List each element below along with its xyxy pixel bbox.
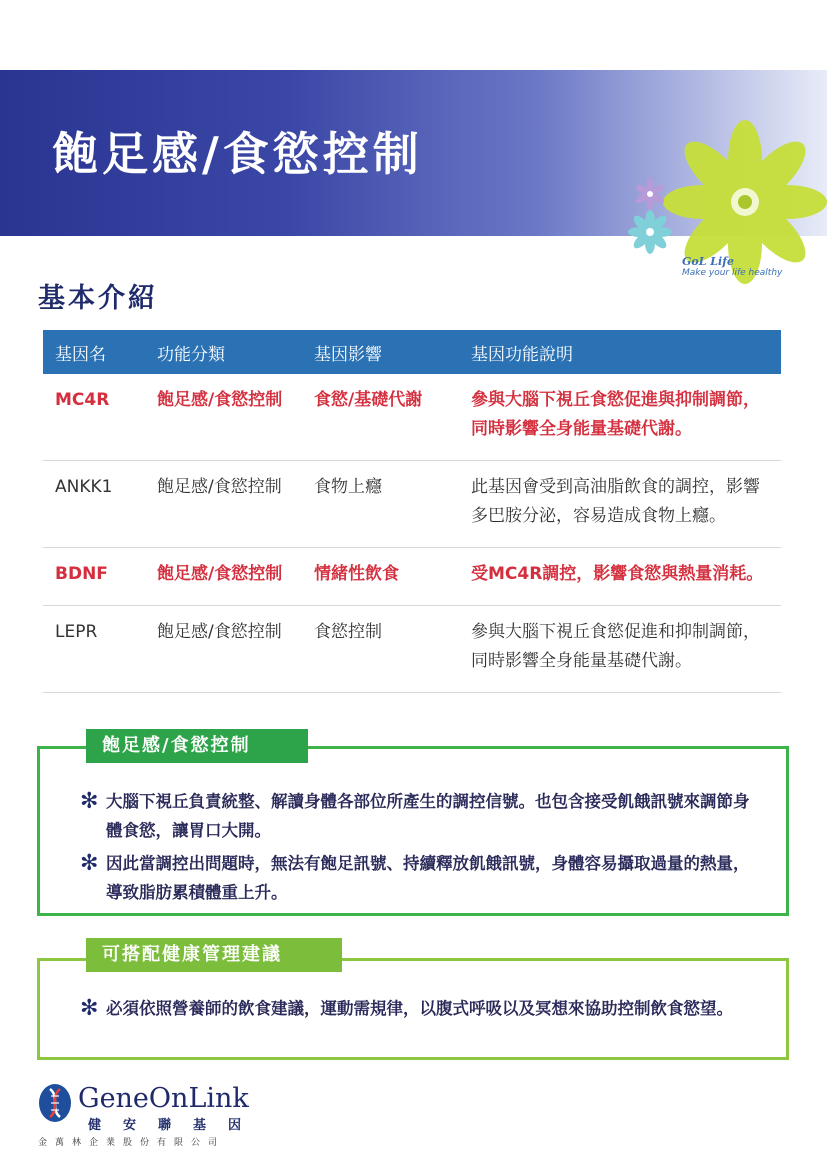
asterisk-icon: ✻ bbox=[80, 789, 99, 814]
bullet-text: 必須依照營養師的飲食建議，運動需規律，以腹式呼吸以及冥想來協助控制飲食慾望。 bbox=[106, 999, 733, 1018]
gene-effect: 食慾/基礎代謝 bbox=[302, 374, 459, 461]
satiety-box-label: 飽足感/食慾控制 bbox=[86, 729, 308, 763]
gene-category: 飽足感/食慾控制 bbox=[145, 548, 302, 606]
small-teal-flower-icon bbox=[628, 210, 672, 254]
column-header: 基因影響 bbox=[302, 330, 459, 374]
column-header: 基因功能說明 bbox=[459, 330, 781, 374]
table-row bbox=[43, 548, 781, 606]
gene-name: MC4R bbox=[43, 374, 145, 461]
table-row bbox=[43, 606, 781, 693]
health-advice-box-label: 可搭配健康管理建議 bbox=[86, 938, 342, 972]
company-name-en: GeneOnLink bbox=[78, 1083, 249, 1114]
table-row bbox=[43, 374, 781, 461]
geneonlink-logo-icon bbox=[38, 1083, 72, 1123]
list-item bbox=[80, 787, 760, 845]
gene-table bbox=[43, 330, 781, 693]
list-item bbox=[80, 994, 760, 1023]
gene-description: 參與大腦下視丘食慾促進與抑制調節，同時影響全身能量基礎代謝。 bbox=[459, 374, 781, 461]
gene-description: 參與大腦下視丘食慾促進和抑制調節，同時影響全身能量基礎代謝。 bbox=[459, 606, 781, 693]
bullet-text: 因此當調控出問題時，無法有飽足訊號、持續釋放飢餓訊號，身體容易攝取過量的熱量，導致脂肪累積體重上升。 bbox=[106, 854, 750, 902]
section-title: 基本介紹 bbox=[38, 283, 158, 314]
gene-name: ANKK1 bbox=[43, 461, 145, 548]
brand-name: GoL Life bbox=[682, 255, 734, 268]
asterisk-icon: ✻ bbox=[80, 851, 99, 876]
gene-name: LEPR bbox=[43, 606, 145, 693]
column-header: 功能分類 bbox=[145, 330, 302, 374]
gene-description: 此基因會受到高油脂飲食的調控，影響多巴胺分泌，容易造成食物上癮。 bbox=[459, 461, 781, 548]
gene-effect: 情緒性飲食 bbox=[302, 548, 459, 606]
company-name-cn: 健安聯基因 bbox=[88, 1118, 264, 1133]
gene-category: 飽足感/食慾控制 bbox=[145, 461, 302, 548]
table-row bbox=[43, 461, 781, 548]
gene-category: 飽足感/食慾控制 bbox=[145, 374, 302, 461]
gene-name: BDNF bbox=[43, 548, 145, 606]
small-purple-flower-icon bbox=[634, 178, 665, 210]
column-header: 基因名 bbox=[43, 330, 145, 374]
table-header-row bbox=[43, 330, 781, 374]
list-item bbox=[80, 849, 760, 907]
bullet-text: 大腦下視丘負責統整、解讀身體各部位所產生的調控信號。也包含接受飢餓訊號來調節身體食慾，讓胃口大開。 bbox=[106, 792, 750, 840]
gene-category: 飽足感/食慾控制 bbox=[145, 606, 302, 693]
brand-tagline: Make your life healthy bbox=[682, 268, 783, 278]
gene-effect: 食物上癮 bbox=[302, 461, 459, 548]
gene-effect: 食慾控制 bbox=[302, 606, 459, 693]
parent-company: 金萬林企業股份有限公司 bbox=[38, 1138, 226, 1148]
page-title: 飽足感/食慾控制 bbox=[52, 127, 423, 181]
gene-description: 受MC4R調控，影響食慾與熱量消耗。 bbox=[459, 548, 781, 606]
asterisk-icon: ✻ bbox=[80, 996, 99, 1021]
